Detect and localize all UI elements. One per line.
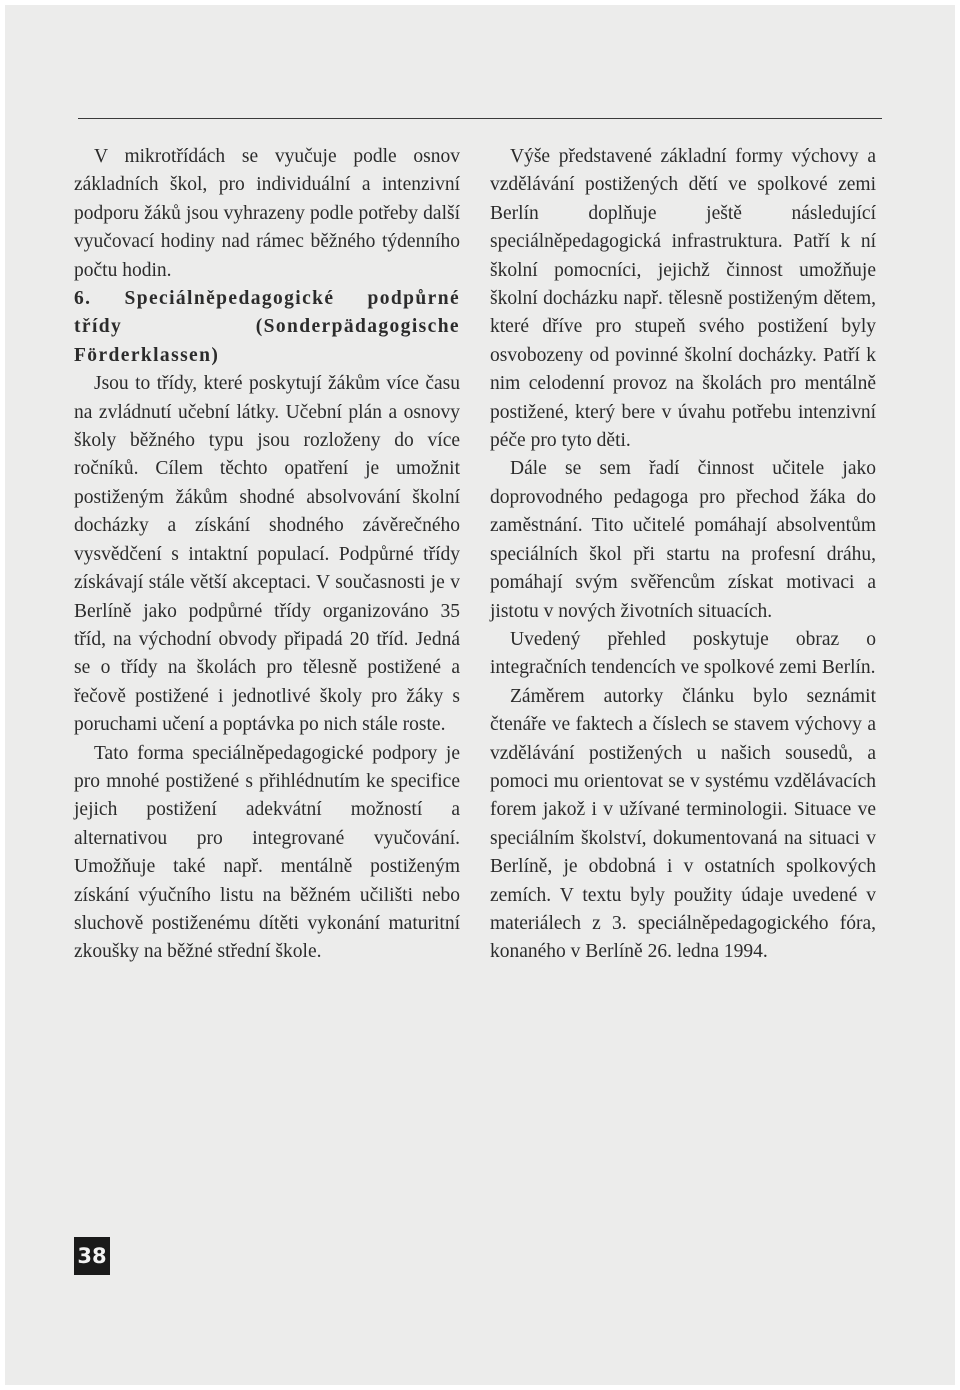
left-column [74,143,460,967]
right-column [490,143,876,967]
header-rule [78,118,882,119]
body-paragraph: Uvedený přehled poskytuje obraz o integračních tendencích ve spolkové zemi Berlín. [490,628,876,679]
intro-paragraph: V mikrotřídách se vyučuje podle osnov základních škol, pro individuální a intenzivní podporu žáků jsou vyhrazeny podle potřeby další vyučovací hodiny nad rámec běžného týdenního počtu hodin. [74,146,460,281]
page-number: 38 [74,1237,110,1275]
section-heading: 6. Speciálněpedagogické podpůrné třídy (Sonderpädagogische Förderklassen) [74,288,460,366]
body-paragraph: Záměrem autorky článku bylo seznámit čtenáře ve faktech a číslech se stavem výchovy a vzdělávání postižených u našich sousedů, a pomoci mu orientovat se v systému vzdělávacích forem jakož i v užívané terminologii. Situace ve speciálním školství, dokumentovaná na situaci v Berlíně, je obdobná i v ostatních spolkových zemích. V textu byly použity údaje uvedené v materiálech z 3. speciálněpedagogického fóra, konaného v Berlíně 26. ledna 1994. [490,685,876,963]
body-paragraph: Tato forma speciálněpedagogické podpory je pro mnohé postižené s přihlédnutím ke specifice jejich postižení adekvátní možností a alternativou pro integrované vyučování. Umožňuje také např. mentálně postiženým získání výučního listu na běžném učilišti nebo sluchově postiženému dítěti vykonání maturitní zkoušky na běžné střední škole. [74,742,460,963]
body-paragraph: Jsou to třídy, které poskytují žákům více času na zvládnutí učební látky. Učební plán a osnovy školy běžného typu jsou rozloženy do více ročníků. Cílem těchto opatření je umožnit postiženým žákům shodné absolvování školní docházky a získání shodného závěrečného vysvědčení s intaktní populací. Podpůrné třídy získávají stále větší akceptaci. V současnosti je v Berlíně jako podpůrné třídy organizováno 35 tříd, na východní obvody připadá 20 tříd. Jedná se o třídy na školách pro tělesně postižené a řečově postižené i jednotlivé školy pro žáky s poruchami učení a poptávka po nich stále roste. [74,373,460,736]
body-paragraph: Výše představené základní formy výchovy a vzdělávání postižených dětí ve spolkové zemi Berlín doplňuje ještě následující speciálněpedagogická infrastruktura. Patří k ní školní pomocníci, jejichž činnost umožňuje školní docházku např. tělesně postiženým dětem, které dříve pro stupeň svého postižení byly osvobozeny od povinné školní docházky. Patří k nim celodenní provoz na školách pro mentálně postižené, který bere v úvahu potřebu intenzivní péče pro tyto děti. [490,146,876,452]
body-paragraph: Dále se sem řadí činnost učitele jako doprovodného pedagoga pro přechod žáka do zaměstnání. Tito učitelé pomáhají absolventům speciálních škol při startu na profesní dráhu, pomáhají svým svěřencům získat motivaci a jistotu v nových životních situacích. [490,458,876,622]
